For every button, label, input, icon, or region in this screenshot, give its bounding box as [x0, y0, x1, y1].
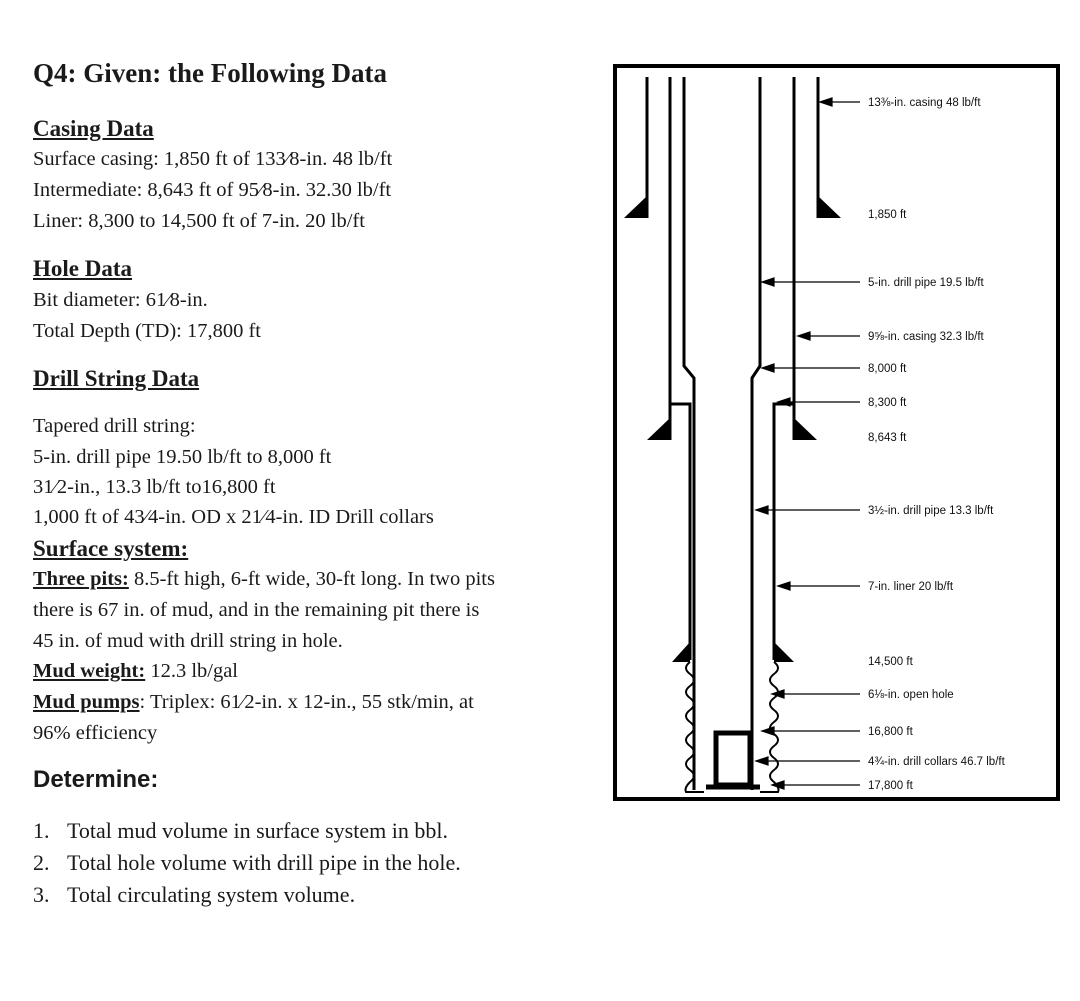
- arrow-head: [762, 727, 774, 735]
- hole-data-heading: Hole Data: [33, 256, 133, 281]
- liner-right-wall: [774, 404, 794, 660]
- determine-item-text: Total mud volume in surface system in bbl.: [67, 818, 448, 843]
- determine-heading: Determine:: [33, 766, 159, 793]
- surface-casing-left-shoe: [624, 196, 647, 218]
- intermediate-casing-left-shoe: [647, 418, 670, 440]
- drill-string-line-3half: 31⁄2-in., 13.3 lb/ft to16,800 ft: [33, 476, 276, 498]
- arrow-head: [798, 332, 810, 340]
- determine-item-num: 2.: [33, 850, 50, 875]
- surface-pits-line-1: [33, 568, 495, 591]
- arrow-head: [762, 278, 774, 286]
- drill-pipe-right-wall: [752, 77, 760, 790]
- determine-item-3: [33, 882, 355, 908]
- hole-line-td: Total Depth (TD): 17,800 ft: [33, 320, 262, 342]
- arrow-head: [756, 506, 768, 514]
- hole-line-bit: Bit diameter: 61⁄8-in.: [33, 289, 208, 311]
- arrow-head: [756, 757, 768, 765]
- label-8300-ft: 8,300 ft: [868, 397, 907, 409]
- label-17800-ft: 17,800 ft: [868, 780, 913, 792]
- label-3-5-drill-pipe: 3½-in. drill pipe 13.3 lb/ft: [868, 505, 994, 517]
- liner-right-shoe: [774, 642, 794, 662]
- casing-data-heading: Casing Data: [33, 116, 154, 141]
- label-16800-ft: 16,800 ft: [868, 726, 913, 738]
- determine-item-2: [33, 850, 461, 876]
- surface-pits-line-3: 45 in. of mud with drill string in hole.: [33, 630, 343, 652]
- open-hole-right-wall: [760, 662, 779, 792]
- determine-item-num: 1.: [33, 818, 50, 843]
- mud-pumps-line-1: [33, 691, 474, 714]
- label-1850-ft: 1,850 ft: [868, 209, 907, 221]
- mud-weight-line: [33, 660, 238, 683]
- drill-collars: [716, 733, 750, 785]
- determine-item-text: Total circulating system volume.: [67, 882, 356, 907]
- surface-system-heading: Surface system:: [33, 536, 189, 561]
- drill-string-heading: Drill String Data: [33, 366, 200, 391]
- arrow-head: [762, 364, 774, 372]
- label-open-hole: 6⅛-in. open hole: [868, 689, 954, 701]
- mud-pumps-line-2: 96% efficiency: [33, 722, 158, 744]
- label-7in-liner: 7-in. liner 20 lb/ft: [868, 581, 954, 593]
- arrow-head: [820, 98, 832, 106]
- mud-weight-value: 12.3 lb/gal: [145, 660, 238, 682]
- determine-item-1: [33, 818, 448, 844]
- drill-string-line-5in: 5-in. drill pipe 19.50 lb/ft to 8,000 ft: [33, 446, 332, 468]
- arrow-head: [778, 582, 790, 590]
- liner-left-wall: [670, 404, 690, 660]
- determine-item-num: 3.: [33, 882, 50, 907]
- wellbore-diagram: [613, 64, 1060, 801]
- label-5in-drill-pipe: 5-in. drill pipe 19.5 lb/ft: [868, 277, 984, 289]
- pits-text-1: 8.5-ft high, 6-ft wide, 30-ft long. In two pits: [128, 568, 495, 590]
- drill-string-line-collars: 1,000 ft of 43⁄4-in. OD x 21⁄4-in. ID Drill collars: [33, 506, 434, 528]
- liner-left-shoe: [672, 642, 690, 662]
- pits-label: Three pits:: [33, 568, 129, 590]
- mud-weight-label: Mud weight:: [33, 660, 146, 682]
- label-drill-collars: 4¾-in. drill collars 46.7 lb/ft: [868, 756, 1005, 768]
- determine-item-text: Total hole volume with drill pipe in the hole.: [67, 850, 461, 875]
- label-13-3-8-casing: 13⅜-in. casing 48 lb/ft: [868, 97, 981, 109]
- casing-line-intermediate: Intermediate: 8,643 ft of 95⁄8-in. 32.30 lb/ft: [33, 179, 392, 201]
- intermediate-casing-right-shoe: [794, 418, 817, 440]
- label-8643-ft: 8,643 ft: [868, 432, 907, 444]
- casing-line-liner: Liner: 8,300 to 14,500 ft of 7-in. 20 lb/ft: [33, 210, 365, 232]
- surface-pits-line-2: there is 67 in. of mud, and in the remaining pit there is: [33, 599, 480, 621]
- label-9-5-8-casing: 9⅝-in. casing 32.3 lb/ft: [868, 331, 984, 343]
- casing-line-surface: Surface casing: 1,850 ft of 133⁄8-in. 48 lb/ft: [33, 148, 393, 170]
- mud-pumps-label: Mud pumps: [33, 691, 140, 713]
- question-title: Q4: Given: the Following Data: [33, 58, 387, 88]
- mud-pumps-text-1: : Triplex: 61⁄2-in. x 12-in., 55 stk/min, at: [139, 691, 474, 713]
- drill-string-line-tapered: Tapered drill string:: [33, 415, 196, 437]
- label-14500-ft: 14,500 ft: [868, 656, 913, 668]
- label-8000-ft: 8,000 ft: [868, 363, 907, 375]
- surface-casing-right-shoe: [818, 196, 841, 218]
- wellbore-schematic: [613, 64, 1060, 801]
